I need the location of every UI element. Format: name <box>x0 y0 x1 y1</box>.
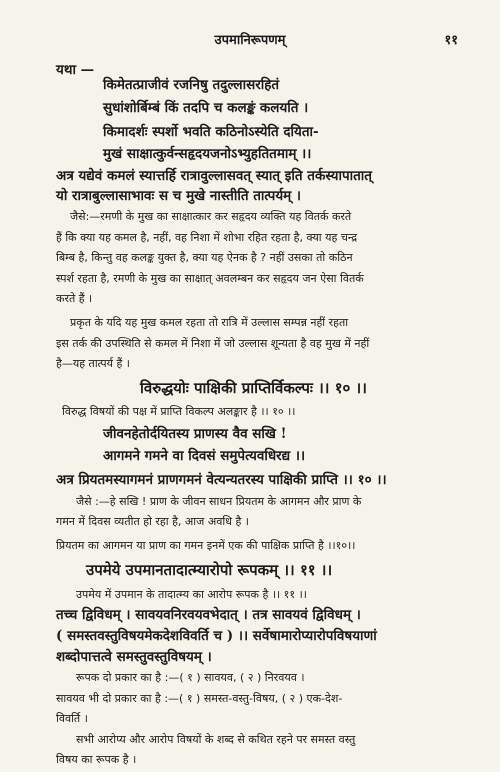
commentary-line: यो रात्राबुल्लासाभावः स च मुखे नास्तीति तात्पर्यम् । <box>56 188 302 204</box>
hindi-line: सावयव भी दो प्रकार का है :—( १ ) समस्त-वस्तु-विषय, ( २ ) एक-देश- <box>56 692 343 705</box>
hindi-line: गमन में दिवस व्यतीत हो रहा है, आज अवधि है । <box>56 515 249 528</box>
page-number: ११ <box>444 33 458 48</box>
verse-line: मुखं साक्षात्कुर्वन्सहृदयजनोऽभ्युहतितमाम् ।। <box>103 146 312 162</box>
sutra-10: विरुद्धयोः पाक्षिकी प्राप्तिर्विकल्पः ।। १० ।। <box>140 379 367 397</box>
page-header <box>0 30 500 50</box>
verse-line: किमादर्शः स्पर्शो भवति कठिनोऽस्येति दयिता- <box>103 124 319 140</box>
example-label: यथा — <box>56 62 95 78</box>
hindi-line: हैं कि क्या यह कमल है, नहीं, वह निशा में शोभा रहित रहता है, क्या यह चन्द्र <box>56 231 358 244</box>
hindi-line: स्पर्श रहता है, रमणी के मुख का साक्षात् अवलम्बन कर सहृदय जन ऐसा वितर्क <box>56 272 364 285</box>
commentary-line: तच्च द्विविधम् । सावयवनिरवयवभेदात् । तत्र सावयवं द्विविधम् । <box>56 607 361 623</box>
hindi-line: जैसे :—हे सखि ! प्राण के जीवन साधन प्रियतम के आगमन और प्राण के <box>76 495 362 508</box>
running-title: उपमानिरूपणम् <box>214 33 286 48</box>
hindi-line: जैसे:—रमणी के मुख का साक्षात्कार कर सहृदय व्यक्ति यह वितर्क करते <box>70 210 352 223</box>
hindi-line: विषय का रूपक है । <box>56 753 137 766</box>
commentary-line: अत्र यद्येवं कमलं स्यात्तर्हि रात्रावुल्लासवत् स्यात् इति तर्कस्यापातात् <box>56 168 372 184</box>
verse-line: आगमने गमने वा दिवसं समुपेत्यवधिरद्य ।। <box>103 448 306 464</box>
verse-line: किमेतत्प्राजीवं रजनिषु तदुल्लासरहितं <box>103 77 280 93</box>
verse-line: जीवनहेतोर्दयितस्य प्राणस्य वैव सखि ! <box>103 426 287 442</box>
hindi-line: प्रकृत के यदि यह मुख कमल रहता तो रात्रि में उल्लास सम्पन्न नहीं रहता <box>70 316 349 329</box>
hindi-line: है—यह तात्पर्य हैं । <box>56 357 130 370</box>
sutra-11-translation: उपमेय में उपमान के तादात्म्य का आरोप रूपक है ।। ११ ।। <box>76 588 307 601</box>
hindi-line: इस तर्क की उपस्थिति से कमल में निशा में जो उल्लास शून्यता है वह मुख में नहीं <box>56 337 370 350</box>
sutra-10-translation: विरुद्ध विषयों की पक्ष में प्राप्ति विकल्प अलङ्कार है ।। १० ।। <box>62 405 296 418</box>
verse-line: सुधांशोर्बिम्बं किं तदपि च कलङ्कं कलयति । <box>103 100 309 116</box>
hindi-line: प्रियतम का आगमन या प्राण का गमन इनमें एक की पाक्षिक प्राप्ति है ।।१०।। <box>56 539 356 552</box>
commentary-line: ( समस्तवस्तुविषयमेकदेशविवर्ति च ) ।। सर्वेषामारोप्यारोपविषयाणां <box>56 628 377 644</box>
hindi-line: करते हैं । <box>56 292 93 305</box>
hindi-line: सभी आरोप्य और आरोप विषयों के शब्द से कथित रहने पर समस्त वस्तु <box>76 733 356 746</box>
sutra-11: उपमेये उपमानतादात्म्यारोपो रूपकम् ।। ११ ।। <box>86 561 333 579</box>
commentary-line: अत्र प्रियतमस्यागमनं प्राणगमनं वेत्यन्यतरस्य पाक्षिकी प्राप्ति ।। १० ।। <box>56 472 387 488</box>
hindi-line: रूपक दो प्रकार का है :—( १ ) सावयव, ( २ ) निरवयव । <box>76 671 305 684</box>
commentary-line: शब्दोपात्तत्वे समस्तुवस्तुविषयम् । <box>56 649 212 665</box>
hindi-line: विवर्ति । <box>56 712 88 725</box>
hindi-line: बिम्ब है, किन्तु वह कलङ्क युक्त है, क्या यह ऐनक है ? नहीं उसका तो कठिन <box>56 251 353 264</box>
